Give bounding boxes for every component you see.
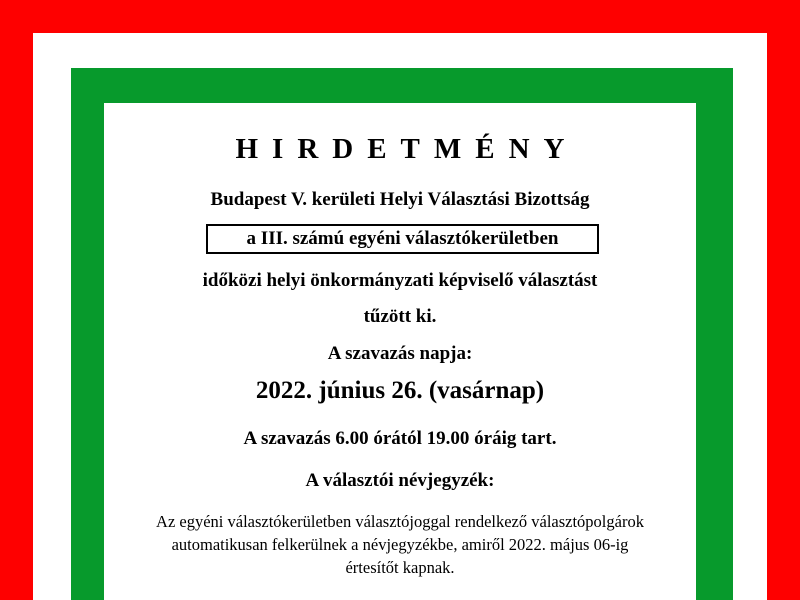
register-text-line: értesítőt kapnak. (345, 558, 455, 577)
register-text (104, 510, 696, 579)
election-called-text: tűzött ki. (363, 306, 437, 327)
committee-name: Budapest V. kerületi Helyi Választási Bizottság (210, 189, 590, 210)
election-type: időközi helyi önkormányzati képviselő választást (202, 270, 598, 291)
vote-day-label: A szavazás napja: (327, 343, 473, 364)
register-text-line: automatikusan felkerülnek a névjegyzékbe, amiről 2022. május 06-ig (171, 535, 629, 554)
register-heading: A választói névjegyzék: (305, 470, 495, 491)
notice-title: HIRDETMÉNY (235, 133, 579, 165)
vote-hours: A szavazás 6.00 órától 19.00 óráig tart. (243, 428, 557, 449)
register-text-line: Az egyéni választókerületben választójoggal rendelkező választópolgárok (156, 512, 644, 531)
vote-date: 2022. június 26. (vasárnap) (255, 377, 545, 404)
notice-panel (104, 103, 696, 600)
district-box: a III. számú egyéni választókerületben (206, 224, 599, 254)
